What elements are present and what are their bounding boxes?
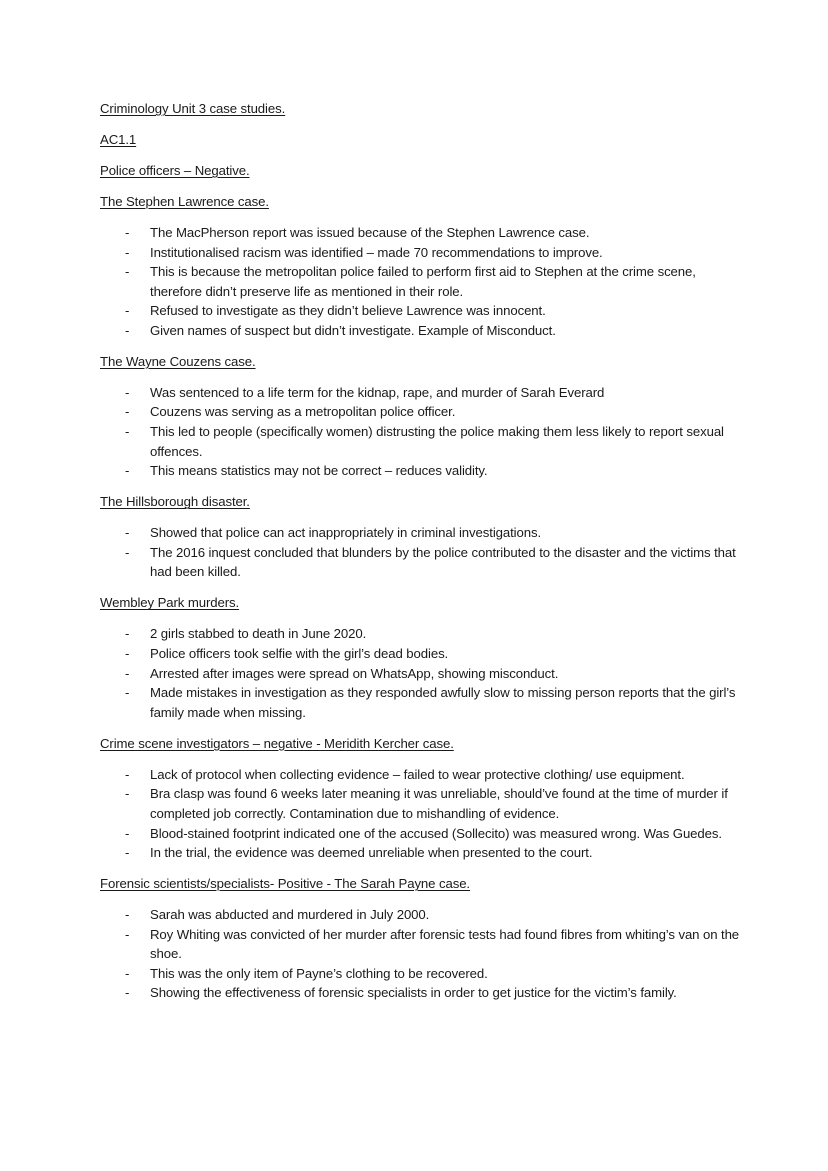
category-heading: Police officers – Negative. (100, 162, 250, 178)
list-item (100, 383, 740, 403)
dash-bullet-icon: - (125, 985, 130, 1001)
case-section-meridith-kercher (100, 734, 740, 863)
dash-bullet-icon: - (125, 907, 130, 923)
bullet-list (100, 383, 740, 481)
case-section-hillsborough (100, 492, 740, 582)
case-section-wembley-park (100, 593, 740, 722)
list-item (100, 664, 740, 684)
list-item (100, 461, 740, 481)
dash-bullet-icon: - (125, 845, 130, 861)
section-heading: Crime scene investigators – negative - Meridith Kercher case. (100, 735, 454, 751)
dash-bullet-icon: - (125, 544, 130, 560)
dash-bullet-icon: - (125, 264, 130, 280)
case-section-sarah-payne (100, 874, 740, 1003)
dash-bullet-icon: - (125, 965, 130, 981)
list-item-text: Bra clasp was found 6 weeks later meaning it was unreliable, should’ve found at the time of murder if completed job correctly. Contamination due to mishandling of evidence. (150, 786, 728, 821)
list-item (100, 543, 740, 582)
list-item (100, 243, 740, 263)
case-section-wayne-couzens (100, 352, 740, 481)
list-item (100, 644, 740, 664)
list-item-text: Given names of suspect but didn’t investigate. Example of Misconduct. (150, 322, 556, 338)
list-item-text: Police officers took selfie with the girl’s dead bodies. (150, 645, 449, 661)
list-item (100, 624, 740, 644)
section-heading: Forensic scientists/specialists- Positive - The Sarah Payne case. (100, 876, 470, 892)
dash-bullet-icon: - (125, 825, 130, 841)
list-item (100, 321, 740, 341)
dash-bullet-icon: - (125, 463, 130, 479)
list-item-text: The 2016 inquest concluded that blunders by the police contributed to the disaster and the victims that had been killed. (150, 544, 736, 580)
section-heading: The Wayne Couzens case. (100, 353, 256, 369)
list-item-text: This means statistics may not be correct – reduces validity. (150, 463, 488, 479)
dash-bullet-icon: - (125, 303, 130, 319)
list-item (100, 262, 740, 301)
list-item (100, 223, 740, 243)
list-item (100, 824, 740, 844)
document-page (100, 99, 740, 1014)
list-item (100, 301, 740, 321)
dash-bullet-icon: - (125, 244, 130, 260)
list-item-text: Sarah was abducted and murdered in July 2000. (150, 907, 430, 923)
list-item-text: This led to people (specifically women) distrusting the police making them less likely to report sexual offences. (150, 424, 724, 459)
list-item (100, 983, 740, 1003)
list-item-text: Blood-stained footprint indicated one of the accused (Sollecito) was measured wrong. Was Guedes. (150, 825, 722, 841)
list-item-text: Roy Whiting was convicted of her murder after forensic tests had found fibres from whiting’s van on the shoe. (150, 926, 740, 962)
dash-bullet-icon: - (125, 685, 130, 701)
list-item-text: Lack of protocol when collecting evidence – failed to wear protective clothing/ use equipment. (150, 766, 685, 782)
bullet-list (100, 223, 740, 341)
list-item-text: Was sentenced to a life term for the kidnap, rape, and murder of Sarah Everard (150, 384, 605, 400)
dash-bullet-icon: - (125, 766, 130, 782)
section-heading: Wembley Park murders. (100, 595, 240, 611)
document-title: Criminology Unit 3 case studies. (100, 101, 286, 116)
dash-bullet-icon: - (125, 665, 130, 681)
list-item-text: 2 girls stabbed to death in June 2020. (150, 626, 367, 642)
list-item (100, 683, 740, 722)
list-item-text: The MacPherson report was issued because of the Stephen Lawrence case. (150, 224, 590, 240)
dash-bullet-icon: - (125, 224, 130, 240)
list-item (100, 905, 740, 925)
bullet-list (100, 765, 740, 863)
dash-bullet-icon: - (125, 384, 130, 400)
list-item (100, 843, 740, 863)
list-item (100, 964, 740, 984)
list-item (100, 523, 740, 543)
dash-bullet-icon: - (125, 626, 130, 642)
list-item-text: Institutionalised racism was identified – made 70 recommendations to improve. (150, 244, 603, 260)
dash-bullet-icon: - (125, 404, 130, 420)
bullet-list (100, 905, 740, 1003)
list-item (100, 784, 740, 823)
list-item-text: Couzens was serving as a metropolitan police officer. (150, 404, 456, 420)
bullet-list (100, 624, 740, 722)
list-item-text: This was the only item of Payne’s clothing to be recovered. (150, 965, 488, 981)
assessment-criterion: AC1.1 (100, 131, 137, 147)
bullet-list (100, 523, 740, 582)
dash-bullet-icon: - (125, 786, 130, 802)
dash-bullet-icon: - (125, 926, 130, 942)
list-item-text: This is because the metropolitan police failed to perform first aid to Stephen at the crime scene, therefore didn’t preserve life as mentioned in their role. (150, 264, 696, 299)
list-item (100, 402, 740, 422)
list-item-text: Made mistakes in investigation as they responded awfully slow to missing person reports that the girl’s family made when missing. (150, 685, 736, 720)
list-item-text: Showed that police can act inappropriately in criminal investigations. (150, 525, 542, 541)
dash-bullet-icon: - (125, 322, 130, 338)
list-item-text: In the trial, the evidence was deemed unreliable when presented to the court. (150, 845, 593, 861)
list-item-text: Arrested after images were spread on WhatsApp, showing misconduct. (150, 665, 559, 681)
case-section-stephen-lawrence (100, 192, 740, 341)
list-item-text: Showing the effectiveness of forensic specialists in order to get justice for the victim’s family. (150, 985, 677, 1001)
section-heading: The Stephen Lawrence case. (100, 193, 269, 209)
dash-bullet-icon: - (125, 645, 130, 661)
dash-bullet-icon: - (125, 424, 130, 440)
list-item (100, 925, 740, 964)
list-item-text: Refused to investigate as they didn’t believe Lawrence was innocent. (150, 303, 546, 319)
dash-bullet-icon: - (125, 525, 130, 541)
section-heading: The Hillsborough disaster. (100, 494, 250, 510)
list-item (100, 765, 740, 785)
list-item (100, 422, 740, 461)
